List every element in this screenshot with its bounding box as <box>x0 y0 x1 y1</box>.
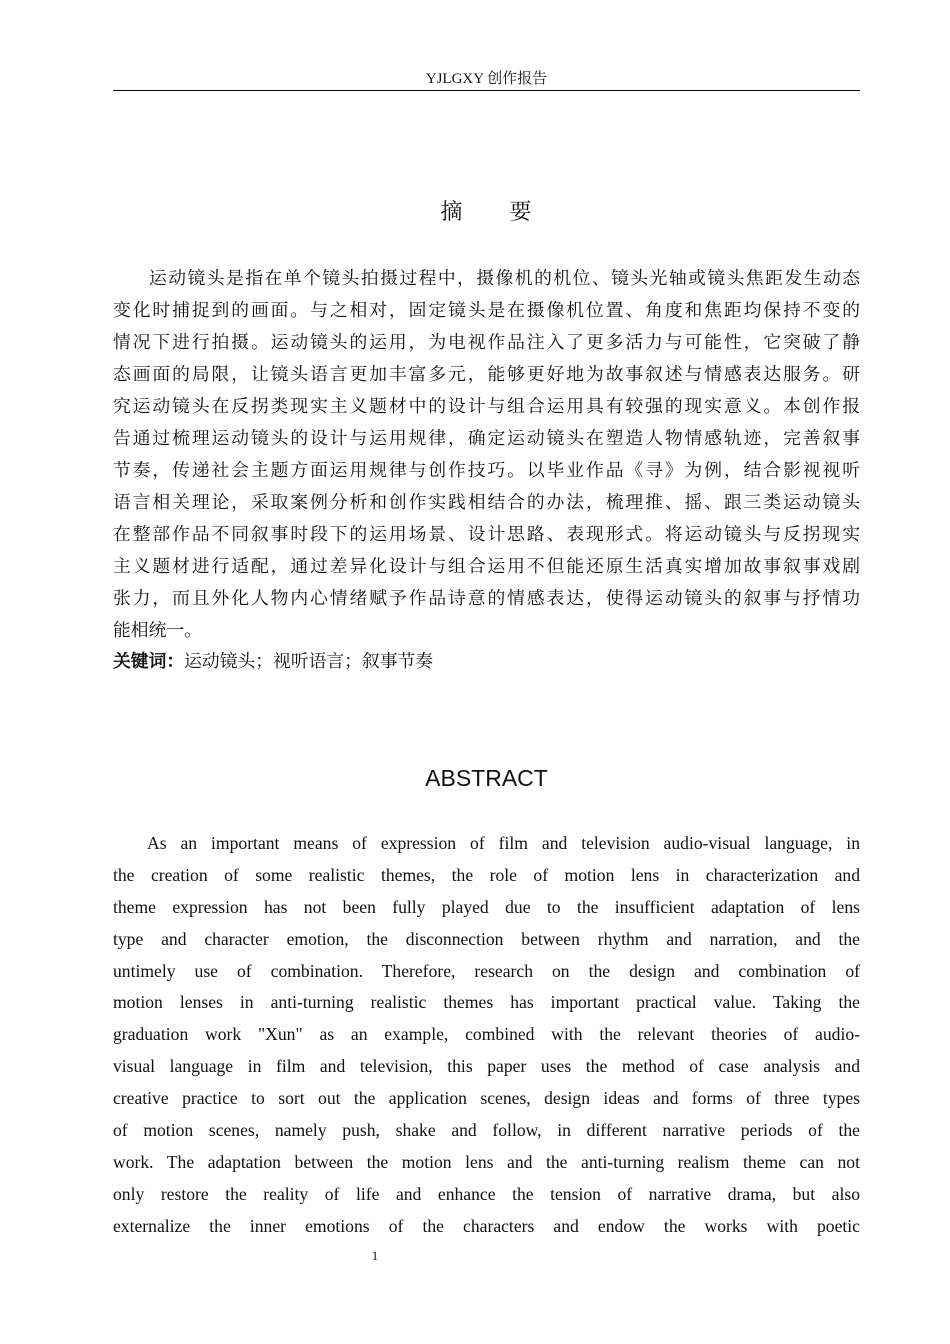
abstract-line: 告通过梳理运动镜头的设计与运用规律，确定运动镜头在塑造人物情感轨迹，完善叙事 <box>113 428 860 449</box>
english-abstract-title: ABSTRACT <box>425 765 548 791</box>
keywords-line <box>113 646 860 678</box>
abstract-line: 变化时捕捉到的画面。与之相对，固定镜头是在摄像机位置、角度和焦距均保持不变的 <box>113 300 860 321</box>
abstract-line: type and character emotion, the disconnection between rhythm and narration, and the <box>113 928 860 949</box>
abstract-line: externalize the inner emotions of the characters and endow the works with poetic <box>113 1215 860 1236</box>
abstract-line: work. The adaptation between the motion lens and the anti-turning realism theme can not <box>113 1151 860 1172</box>
abstract-line: 能相统一。 <box>113 620 202 641</box>
chinese-abstract-body <box>113 263 860 647</box>
abstract-line: 在整部作品不同叙事时段下的运用场景、设计思路、表现形式。将运动镜头与反拐现实 <box>113 524 860 545</box>
abstract-line: creative practice to sort out the application scenes, design ideas and forms of three types <box>113 1088 860 1109</box>
abstract-line: 主义题材进行适配，通过差异化设计与组合运用不但能还原生活真实增加故事叙事戏剧 <box>113 556 860 577</box>
chinese-abstract-title: 摘 要 <box>440 200 533 225</box>
abstract-line: untimely use of combination. Therefore, research on the design and combination of <box>113 960 860 981</box>
abstract-line: 张力，而且外化人物内心情绪赋予作品诗意的情感表达，使得运动镜头的叙事与抒情功 <box>113 588 860 609</box>
abstract-line: 情况下进行拍摄。运动镜头的运用，为电视作品注入了更多活力与可能性，它突破了静 <box>113 332 860 353</box>
keywords-label: 关键词： <box>113 651 185 672</box>
abstract-line: only restore the reality of life and enhance the tension of narrative drama, but also <box>113 1183 860 1204</box>
abstract-line: 究运动镜头在反拐类现实主义题材中的设计与组合运用具有较强的现实意义。本创作报 <box>113 396 860 417</box>
abstract-line: 语言相关理论，采取案例分析和创作实践相结合的办法，梳理推、摇、跟三类运动镜头 <box>113 492 860 513</box>
abstract-line: motion lenses in anti-turning realistic themes has important practical value. Taking the <box>113 992 860 1013</box>
abstract-line: the creation of some realistic themes, the role of motion lens in characterization and <box>113 864 860 885</box>
abstract-line: theme expression has not been fully played due to the insufficient adaptation of lens <box>113 896 860 917</box>
abstract-line: graduation work "Xun" as an example, combined with the relevant theories of audio- <box>113 1024 860 1045</box>
abstract-line: visual language in film and television, this paper uses the method of case analysis and <box>113 1056 860 1077</box>
page-number: 1 <box>371 1248 379 1263</box>
abstract-line: As an important means of expression of film and television audio-visual language, in <box>147 833 860 853</box>
header-rule <box>113 90 860 91</box>
abstract-line: 节奏，传递社会主题方面运用规律与创作技巧。以毕业作品《寻》为例，结合影视视听 <box>113 460 860 481</box>
abstract-line: 运动镜头是指在单个镜头拍摄过程中，摄像机的机位、镜头光轴或镜头焦距发生动态 <box>149 268 860 289</box>
running-header: YJLGXY 创作报告 <box>425 71 548 87</box>
abstract-line: of motion scenes, namely push, shake and follow, in different narrative periods of the <box>113 1120 860 1141</box>
english-abstract-body <box>113 828 860 1243</box>
keywords-value: 运动镜头；视听语言；叙事节奏 <box>184 651 434 672</box>
abstract-line: 态画面的局限，让镜头语言更加丰富多元，能够更好地为故事叙述与情感表达服务。研 <box>113 364 860 385</box>
